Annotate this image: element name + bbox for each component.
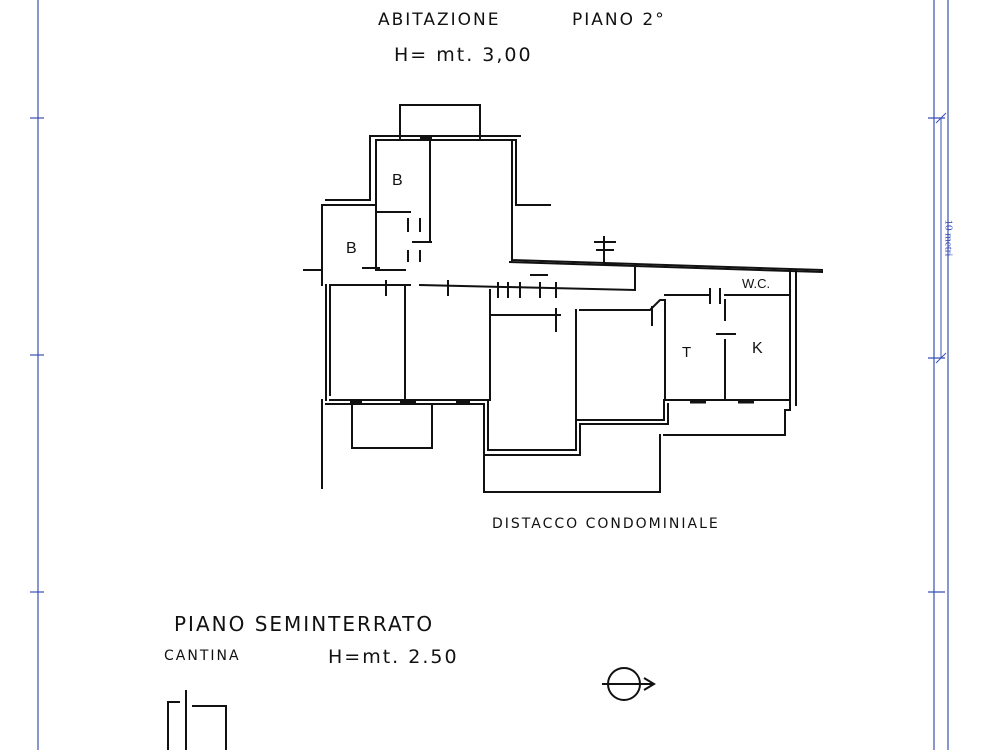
floor-height: H= mt. 3,00 [394, 44, 533, 66]
room-label-bath-2: B [346, 240, 357, 257]
scale-label: 10 metri [942, 219, 955, 257]
plan-title: ABITAZIONE [378, 10, 501, 30]
window-marks [350, 138, 754, 402]
floor-label: PIANO 2° [572, 10, 666, 30]
meter-icon [594, 236, 616, 262]
apartment-walls [304, 105, 822, 492]
boundary-label: DISTACCO CONDOMINIALE [492, 516, 720, 532]
room-label-t: T [682, 344, 692, 361]
room-label-k: K [752, 340, 763, 357]
room-label-wc: W.C. [742, 276, 771, 291]
door-marks [362, 218, 736, 334]
cantina-plan [168, 690, 226, 750]
basement-height: H=mt. 2.50 [328, 646, 459, 668]
basement-room: CANTINA [164, 648, 241, 664]
room-label-bath-1: B [392, 172, 403, 189]
basement-title: PIANO SEMINTERRATO [174, 612, 435, 636]
north-arrow-icon [602, 668, 654, 700]
